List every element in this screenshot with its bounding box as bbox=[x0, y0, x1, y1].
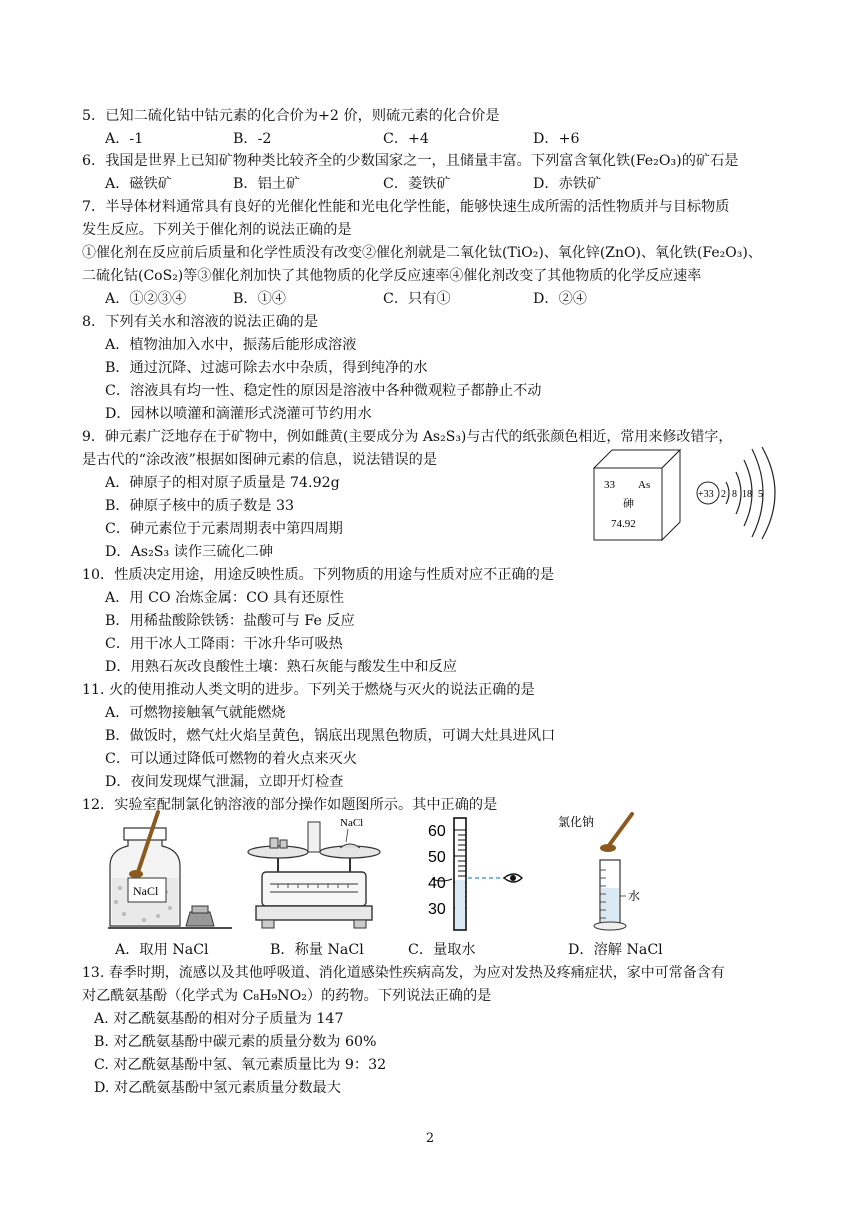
q10-stem: 10．性质决定用途，用途反映性质。下列物质的用途与性质对应不正确的是 bbox=[82, 567, 555, 583]
q13-option-d: D. 对乙酰氨基酚中氢元素质量分数最大 bbox=[94, 1080, 341, 1096]
q9-option-a: A．砷原子的相对原子质量是 74.92g bbox=[105, 475, 340, 491]
q5-option-b: B．-2 bbox=[233, 131, 272, 147]
atomic-structure-figure bbox=[692, 446, 792, 542]
shell-3-count: 18 bbox=[742, 489, 752, 500]
q6-option-b: B．铝土矿 bbox=[233, 176, 301, 192]
q7-option-a: A．①②③④ bbox=[105, 291, 187, 307]
q13-option-a: A. 对乙酰氨基酚的相对分子质量为 147 bbox=[94, 1011, 344, 1027]
q7-option-d: D．②④ bbox=[533, 291, 587, 307]
fig-a-take-nacl bbox=[100, 808, 240, 932]
q12-option-b: B．称量 NaCl bbox=[270, 942, 364, 958]
fig-d-label-nacl: 氯化钠 bbox=[558, 815, 595, 829]
q9-line-1: 9．砷元素广泛地存在于矿物中，例如雌黄(主要成分为 As₂S₃)与古代的纸张颜色相近，常用来修改错字， bbox=[82, 429, 733, 445]
q13-option-b: B. 对乙酰氨基酚中碳元素的质量分数为 60% bbox=[94, 1034, 377, 1050]
fig-c-tick-30: 30 bbox=[428, 901, 446, 918]
fig-b-label: NaCl bbox=[340, 817, 364, 829]
q10-option-c: C．用干冰人工降雨：干冰升华可吸热 bbox=[105, 636, 343, 652]
q12-option-c: C．量取水 bbox=[408, 942, 476, 958]
fig-d-dissolve-nacl bbox=[548, 810, 658, 932]
q12-option-d: D．溶解 NaCl bbox=[568, 942, 663, 958]
q5-option-c: C．+4 bbox=[383, 131, 429, 147]
q5-stem: 5．已知二硫化钴中钴元素的化合价为+2 价，则硫元素的化合价是 bbox=[82, 108, 500, 124]
element-mass: 74.92 bbox=[611, 518, 636, 530]
element-number: 33 bbox=[604, 479, 615, 491]
element-name: 砷 bbox=[623, 497, 634, 510]
q9-line-2: 是古代的“涂改液”根据如图砷元素的信息，说法错误的是 bbox=[82, 452, 438, 468]
element-tile-figure bbox=[592, 448, 682, 542]
q10-option-b: B．用稀盐酸除铁锈：盐酸可与 Fe 反应 bbox=[105, 613, 355, 629]
q8-stem: 8．下列有关水和溶液的说法正确的是 bbox=[82, 314, 319, 330]
shell-2-count: 8 bbox=[732, 489, 737, 500]
q13-line-1: 13. 春季时期，流感以及其他呼吸道、消化道感染性疾病高发，为应对发热及疼痛症状，家中可常备含有 bbox=[82, 965, 725, 981]
q9-option-c: C．砷元素位于元素周期表中第四周期 bbox=[105, 521, 343, 537]
fig-d-label-water: 水 bbox=[628, 889, 641, 903]
q6-option-d: D．赤铁矿 bbox=[533, 176, 602, 192]
q11-option-c: C．可以通过降低可燃物的着火点来灭火 bbox=[105, 751, 358, 767]
q7-option-b: B．①④ bbox=[233, 291, 286, 307]
q8-option-c: C．溶液具有均一性、稳定性的原因是溶液中各种微观粒子都静止不动 bbox=[105, 383, 542, 399]
q7-line-1: 7．半导体材料通常具有良好的光催化性能和光电化学性能，能够快速生成所需的活性物质并与目标物质 bbox=[82, 199, 730, 215]
q8-option-a: A．植物油加入水中，振荡后能形成溶液 bbox=[105, 337, 357, 353]
q11-option-b: B．做饭时，燃气灶火焰呈黄色，锅底出现黑色物质，可调大灶具进风口 bbox=[105, 728, 556, 744]
shell-4-count: 5 bbox=[758, 489, 763, 500]
q13-option-c: C. 对乙酰氨基酚中氢、氧元素质量比为 9：32 bbox=[94, 1057, 387, 1073]
nucleus-charge: +33 bbox=[698, 489, 714, 500]
q6-option-a: A．磁铁矿 bbox=[105, 176, 172, 192]
q8-option-d: D．园林以喷灌和滴灌形式浇灌可节约用水 bbox=[105, 406, 372, 422]
q12-stem: 12．实验室配制氯化钠溶液的部分操作如题图所示。其中正确的是 bbox=[82, 797, 498, 813]
fig-c-measure-water bbox=[418, 816, 528, 932]
shell-1-count: 2 bbox=[721, 489, 726, 500]
q5-option-a: A．-1 bbox=[105, 131, 144, 147]
q6-stem: 6．我国是世界上已知矿物种类比较齐全的少数国家之一，且储量丰富。下列富含氧化铁(Fe₂O₃)的矿石是 bbox=[82, 153, 739, 169]
fig-c-tick-50: 50 bbox=[428, 849, 446, 866]
q10-option-a: A．用 CO 冶炼金属：CO 具有还原性 bbox=[105, 590, 344, 606]
q6-option-c: C．菱铁矿 bbox=[383, 176, 451, 192]
q10-option-d: D．用熟石灰改良酸性土壤：熟石灰能与酸发生中和反应 bbox=[105, 659, 457, 675]
q8-option-b: B．通过沉降、过滤可除去水中杂质，得到纯净的水 bbox=[105, 360, 428, 376]
q9-option-d: D．As₂S₃ 读作三硫化二砷 bbox=[105, 544, 274, 560]
q11-option-d: D．夜间发现煤气泄漏，立即开灯检查 bbox=[105, 774, 344, 790]
q5-option-d: D．+6 bbox=[533, 131, 580, 147]
q11-stem: 11. 火的使用推动人类文明的进步。下列关于燃烧与灭火的说法正确的是 bbox=[82, 682, 535, 698]
fig-c-tick-40: 40 bbox=[428, 875, 446, 892]
page-number: 2 bbox=[425, 1131, 435, 1146]
q13-line-2: 对乙酰氨基酚（化学式为 C₈H₉NO₂）的药物。下列说法正确的是 bbox=[82, 988, 492, 1004]
q9-option-b: B．砷原子核中的质子数是 33 bbox=[105, 498, 295, 514]
q12-option-a: A．取用 NaCl bbox=[115, 942, 209, 958]
q7-line-4: 二硫化钴(CoS₂)等③催化剂加快了其他物质的化学反应速率④催化剂改变了其他物质的化学反应速率 bbox=[82, 268, 702, 284]
fig-b-weigh-nacl bbox=[244, 812, 384, 932]
fig-a-jar-label: NaCl bbox=[133, 884, 159, 898]
element-symbol: As bbox=[638, 479, 651, 491]
q7-line-3: ①催化剂在反应前后质量和化学性质没有改变②催化剂就是二氧化钛(TiO₂)、氧化锌(ZnO)、氧化铁(Fe₂O₃)、 bbox=[82, 245, 762, 261]
fig-c-tick-60: 60 bbox=[428, 823, 446, 840]
q7-option-c: C．只有① bbox=[383, 291, 451, 307]
q7-line-2: 发生反应。下列关于催化剂的说法正确的是 bbox=[82, 222, 352, 238]
q11-option-a: A．可燃物接触氧气就能燃烧 bbox=[105, 705, 286, 721]
